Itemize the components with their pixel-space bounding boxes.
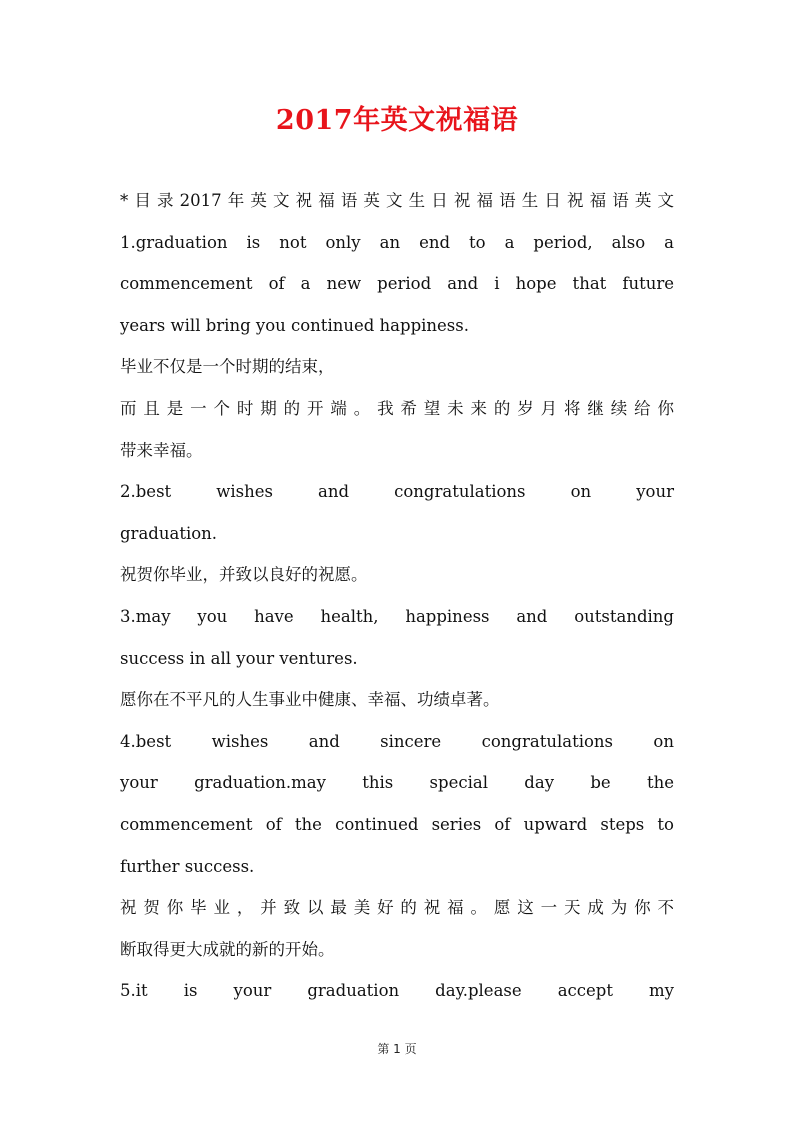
wish-1-zh-line-1: 毕业不仅是一个时期的结束， (120, 357, 335, 377)
wish-1-zh-line-2: 而且是一个时期的开端。我希望未来的岁月将继续给你 (120, 398, 674, 418)
wish-1-zh-line-3: 带来幸福。 (120, 440, 203, 460)
document-title: 2017年英文祝福语 (275, 105, 519, 136)
wish-1-en-line-3: years will bring you continued happiness. (120, 315, 469, 335)
wish-2-en-line-1: 2.best wishes and congratulations on your (120, 482, 674, 502)
wish-3-zh-line-1: 愿你在不平凡的人生事业中健康、幸福、功绩卓著。 (120, 690, 500, 710)
document-body (120, 180, 674, 1012)
wish-1-en-line-1: 1.graduation is not only an end to a period, also a (120, 232, 674, 252)
toc-line: *目录2017年英文祝福语英文生日祝福语生日祝福语英文 (120, 191, 674, 210)
wish-4-en-line-2: your graduation.may this special day be the (120, 773, 674, 793)
page-number-footer: 第 1 页 (377, 1042, 417, 1056)
wish-5-en-line-1: 5.it is your graduation day.please accept my (120, 981, 674, 1001)
wish-3-en-line-1: 3.may you have health, happiness and outstanding (120, 606, 674, 626)
wish-1-en-line-2: commencement of a new period and i hope that future (120, 274, 674, 294)
wish-4-zh-line-2: 断取得更大成就的新的开始。 (120, 939, 335, 959)
wish-4-en-line-4: further success. (120, 856, 255, 876)
wish-2-zh-line-1: 祝贺你毕业，并致以良好的祝愿。 (120, 565, 368, 585)
wish-4-zh-line-1: 祝贺你毕业，并致以最美好的祝福。愿这一天成为你不 (120, 898, 674, 918)
wish-3-en-line-2: success in all your ventures. (120, 648, 358, 668)
wish-2-en-line-2: graduation. (120, 523, 218, 543)
wish-4-en-line-3: commencement of the continued series of upward steps to (120, 814, 674, 834)
wish-4-en-line-1: 4.best wishes and sincere congratulations on (120, 731, 674, 751)
